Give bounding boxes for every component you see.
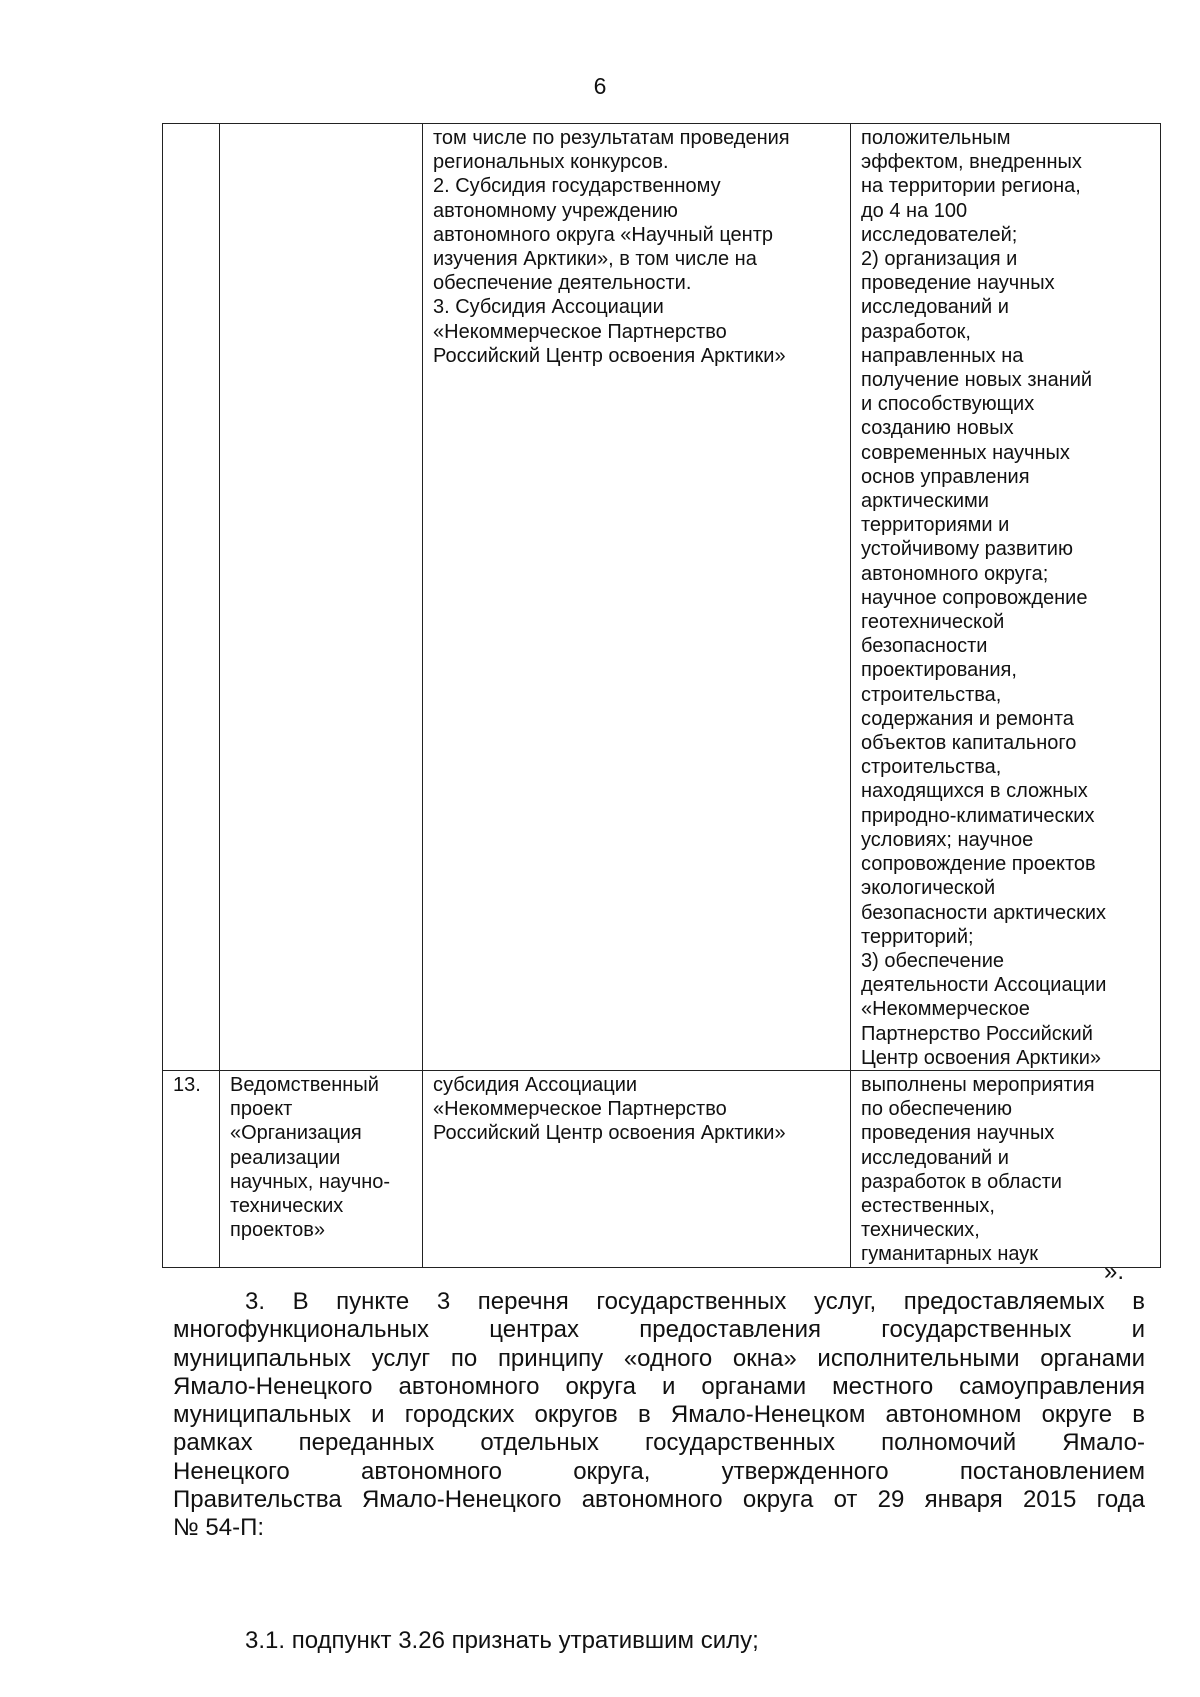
results-line: устойчивому развитию: [861, 538, 1073, 561]
project-name-line: проект: [230, 1098, 293, 1121]
results-line: безопасности: [861, 635, 988, 658]
measures-line: региональных конкурсов.: [433, 151, 669, 174]
measures-line: автономному учреждению: [433, 199, 678, 222]
paragraph-line: муниципальных и городских округов в Ямало-Ненецком автономном округе в: [173, 1401, 1145, 1429]
results-line: основ управления: [861, 465, 1030, 488]
results-line: научное сопровождение: [861, 586, 1088, 609]
results-line: объектов капитального: [861, 732, 1077, 755]
results-line: исследователей;: [861, 223, 1018, 246]
table-row: [163, 1070, 1161, 1267]
results-line: условиях; научное: [861, 828, 1034, 851]
project-name-cell: [220, 1070, 423, 1267]
results-line: безопасности арктических: [861, 901, 1107, 924]
results-cell: [851, 1070, 1161, 1267]
measures-line: 2. Субсидия государственному: [433, 175, 721, 198]
results-line: технических,: [861, 1219, 980, 1242]
paragraph-line: Ямало-Ненецкого автономного округа и органами местного самоуправления: [173, 1372, 1145, 1400]
results-line: современных научных: [861, 441, 1070, 464]
results-line: исследований и: [861, 1146, 1009, 1169]
results-line: на территории региона,: [861, 175, 1081, 198]
paragraph-line: 3. В пункте 3 перечня государственных услуг, предоставляемых в: [245, 1288, 1145, 1315]
results-line: Партнерство Российский: [861, 1022, 1093, 1045]
results-line: природно-климатических: [861, 804, 1095, 827]
results-line: деятельности Ассоциации: [861, 974, 1107, 997]
paragraph-3: [173, 1288, 1145, 1543]
measures-cell: [423, 124, 851, 1071]
results-line: исследований и: [861, 296, 1009, 319]
results-line: по обеспечению: [861, 1098, 1013, 1121]
results-line: сопровождение проектов: [861, 853, 1096, 876]
row-number-cell: [163, 124, 220, 1071]
paragraph-line: 3.1. подпункт 3.26 признать утратившим силу;: [245, 1627, 759, 1654]
results-line: и способствующих: [861, 393, 1035, 416]
project-name-line: «Организация: [230, 1122, 362, 1145]
results-line: территориями и: [861, 514, 1010, 537]
results-line: 2) организация и: [861, 248, 1018, 271]
paragraph-line: муниципальных услуг по принципу «одного окна» исполнительными органами: [173, 1344, 1145, 1372]
paragraph-3-1: [173, 1627, 1145, 1655]
results-line: «Некоммерческое: [861, 998, 1030, 1021]
closing-quote: ».: [1103, 1258, 1124, 1285]
results-line: направленных на: [861, 344, 1024, 367]
project-name-cell: [220, 124, 423, 1071]
results-line: проведения научных: [861, 1122, 1055, 1145]
results-line: находящихся в сложных: [861, 780, 1088, 803]
results-cell: [851, 124, 1161, 1071]
results-line: созданию новых: [861, 417, 1014, 440]
paragraph-line: рамках переданных отдельных государственных полномочий Ямало-: [173, 1429, 1145, 1457]
results-line: геотехнической: [861, 611, 1005, 634]
results-line: автономного округа;: [861, 562, 1049, 585]
measures-line: изучения Арктики», в том числе на: [433, 248, 757, 271]
project-name-line: научных, научно-: [230, 1170, 391, 1193]
results-line: эффектом, внедренных: [861, 151, 1082, 174]
row-number-cell: 13.: [163, 1070, 220, 1267]
measures-line: Российский Центр освоения Арктики»: [433, 344, 786, 367]
measures-line: том числе по результатам проведения: [433, 127, 790, 149]
results-line: строительства,: [861, 683, 1002, 706]
results-line: проектирования,: [861, 659, 1017, 682]
measures-line: обеспечение деятельности.: [433, 272, 692, 295]
paragraph-line: Ненецкого автономного округа, утвержденного постановлением: [173, 1457, 1145, 1485]
measures-line: субсидия Ассоциации: [433, 1073, 638, 1096]
results-line: содержания и ремонта: [861, 707, 1074, 730]
measures-line: автономного округа «Научный центр: [433, 223, 774, 246]
results-line: 3) обеспечение: [861, 949, 1004, 972]
measures-line: «Некоммерческое Партнерство: [433, 320, 727, 343]
project-name-line: реализации: [230, 1146, 341, 1169]
results-line: строительства,: [861, 756, 1002, 779]
activities-table: [162, 123, 1161, 1268]
results-line: естественных,: [861, 1194, 995, 1217]
results-line: разработок в области: [861, 1170, 1062, 1193]
page-number: 6: [593, 73, 607, 99]
project-name-line: проектов»: [230, 1219, 325, 1242]
results-line: арктическими: [861, 490, 989, 513]
paragraph-line: Правительства Ямало-Ненецкого автономного округа от 29 января 2015 года: [173, 1486, 1145, 1514]
results-line: экологической: [861, 877, 996, 900]
results-line: Центр освоения Арктики»: [861, 1046, 1101, 1069]
table-row: [163, 124, 1161, 1071]
results-line: проведение научных: [861, 272, 1055, 295]
results-line: разработок,: [861, 320, 971, 343]
results-line: гуманитарных наук: [861, 1243, 1039, 1266]
project-name-line: Ведомственный: [230, 1073, 379, 1096]
paragraph-line: № 54-П:: [173, 1514, 265, 1542]
measures-line: Российский Центр освоения Арктики»: [433, 1122, 786, 1145]
measures-cell: [423, 1070, 851, 1267]
results-line: положительным: [861, 127, 1011, 149]
paragraph-line: многофункциональных центрах предоставления государственных и: [173, 1316, 1145, 1344]
results-line: получение новых знаний: [861, 369, 1093, 392]
results-line: выполнены мероприятия: [861, 1073, 1095, 1096]
measures-line: «Некоммерческое Партнерство: [433, 1098, 727, 1121]
measures-line: 3. Субсидия Ассоциации: [433, 296, 664, 319]
results-line: до 4 на 100: [861, 199, 968, 222]
results-line: территорий;: [861, 925, 974, 948]
project-name-line: технических: [230, 1194, 344, 1217]
